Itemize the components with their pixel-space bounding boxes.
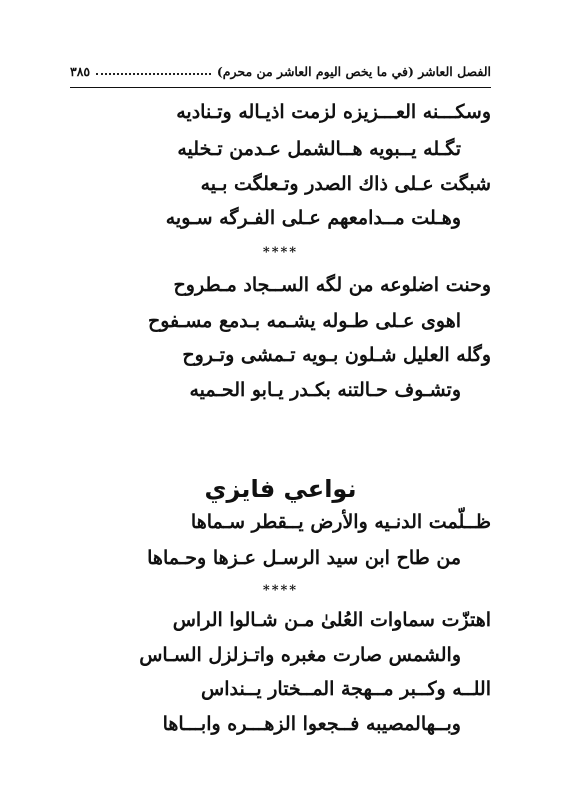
running-header [70, 60, 491, 82]
verse-line: تگـله يــبويه هــالشمل عـدمن تـخليه [177, 138, 461, 160]
verse-line: وهـلت مــدامعهم عـلى الفـرگه سـويه [165, 207, 461, 229]
verse-line: ظــلّمت الدنـيه والأرض يــقطر سـماها [190, 511, 491, 533]
header-rule [70, 87, 491, 88]
verse-line: وسكـــنه العـــزيزه لزمت اذيـاله وتـناديه [176, 101, 491, 123]
verse-line: والشمس صارت مغبره واتـزلزل السـاس [139, 644, 461, 666]
verse-line: من طاح ابن سيد الرسـل عـزها وحـماها [147, 547, 461, 569]
verse-line: اهوى عـلى طـوله يشـمه بـدمع مسـفوح [147, 310, 461, 332]
section-title: نواعي فايزي [204, 475, 357, 503]
verse-line: وحنت اضلوعه من لگه الســجاد مـطروح [173, 274, 491, 296]
verse-line: وتشـوف حـالتنه بكـدر يـابو الحـميه [189, 379, 461, 401]
stanza-separator: **** [262, 245, 299, 260]
chapter-title: الفصل العاشر (في ما يخص اليوم العاشر من محرم) [216, 63, 491, 79]
verse-line: وبــهالمصيبه فــجعوا الزهـــره وابـــاها [162, 713, 461, 735]
stanza-separator: **** [262, 583, 299, 598]
verse-line: وگله العليل شـلون بـويه تـمشى وتـروح [182, 344, 491, 366]
verse-line: اللــه وكــبر مــهجة المــختار يــنداس [201, 678, 491, 700]
leader-dots [96, 67, 211, 75]
page-number: ٣٨٥ [70, 63, 91, 79]
verse-line: شبگت عـلى ذاك الصدر وتـعلگت بـيه [200, 173, 491, 195]
verse-line: اهتزّت سماوات العُلىٰ مـن شـالوا الراس [172, 609, 491, 631]
